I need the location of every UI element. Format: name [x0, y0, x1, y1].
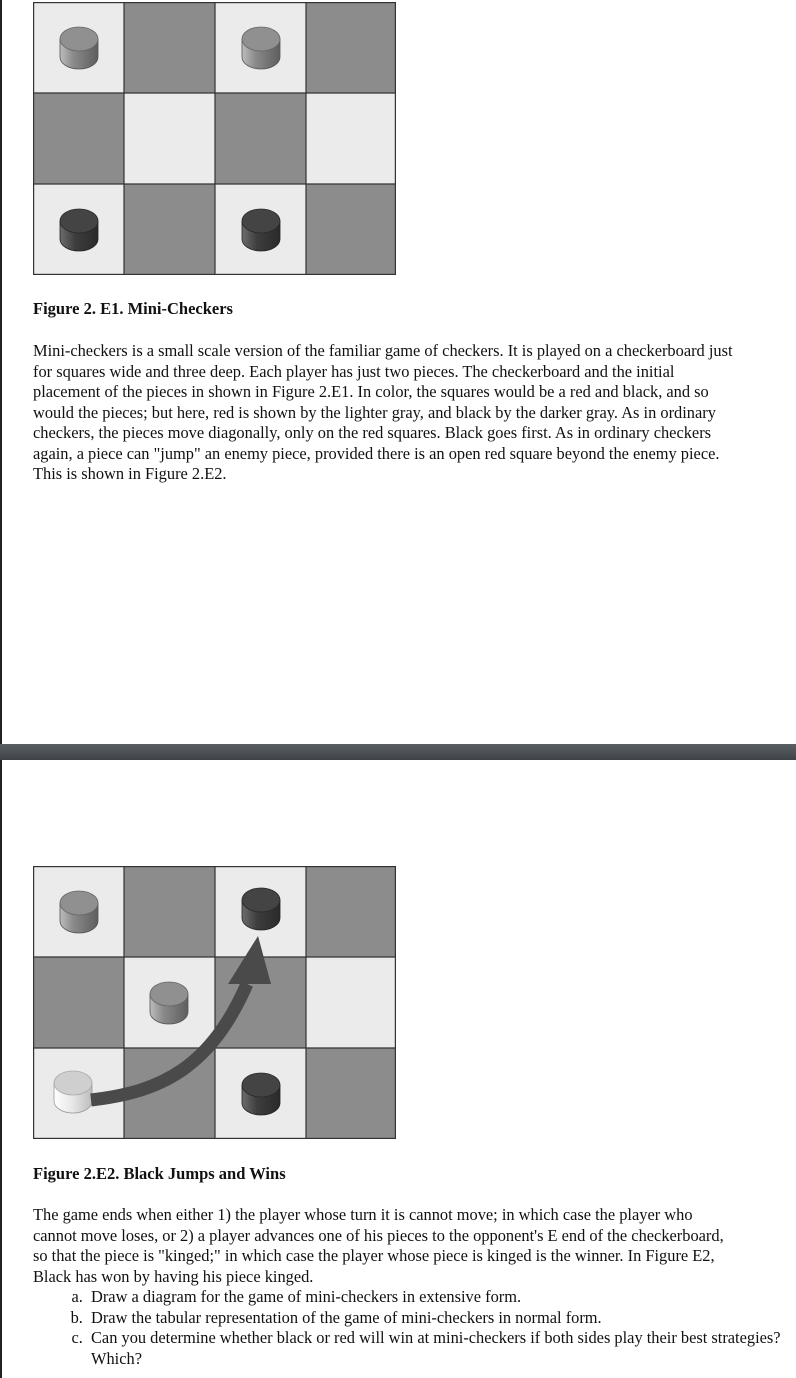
black-piece	[60, 209, 98, 251]
square	[124, 866, 215, 957]
figure-1-paragraph: Mini-checkers is a small scale version of the familiar game of checkers. It is played on a checkerboard just for squares wide and three deep. Each player has just two pieces. The checkerboard and the initial placement of the pieces in shown in Figure 2.E1. In color, the squares would be a red and black, and so would the pieces; but here, red is shown by the lighter gray, and black by the darker gray. As in ordinary checkers, the pieces move diagonally, only on the red squares. Black goes first. As in ordinary checkers again, a piece can "jump" an enemy piece, provided there is an open red square beyond the enemy piece. This is shown in Figure 2.E2.	[33, 341, 733, 483]
square	[306, 2, 396, 93]
red-piece	[60, 27, 98, 69]
square	[306, 866, 396, 957]
black-piece-origin	[54, 1071, 92, 1113]
square	[306, 957, 396, 1048]
question-c: c. Can you determine whether black or red will win at mini-checkers if both sides play their best strategies? Which?	[87, 1328, 796, 1369]
checkerboard-initial-svg	[33, 2, 396, 275]
square	[215, 93, 306, 184]
square	[306, 184, 396, 275]
figure-1-caption: Figure 2. E1. Mini-Checkers	[33, 299, 233, 318]
red-piece-jumped	[150, 982, 188, 1024]
checkerboard-jump-svg	[33, 866, 396, 1139]
square	[124, 2, 215, 93]
square	[306, 1048, 396, 1139]
checkerboard-jump	[33, 866, 396, 1139]
square	[33, 93, 124, 184]
black-piece	[242, 209, 280, 251]
page-separator	[0, 744, 796, 760]
square	[124, 93, 215, 184]
question-a: a. Draw a diagram for the game of mini-checkers in extensive form.	[87, 1287, 796, 1308]
figure-2-paragraph: The game ends when either 1) the player whose turn it is cannot move; in which case the player who cannot move loses, or 2) a player advances one of his pieces to the opponent's E end of the checkerboard, so that the piece is "kinged;" in which case the player whose piece is kinged is the winner. In Figure E2, Black has won by having his piece kinged.	[33, 1205, 724, 1286]
square	[306, 93, 396, 184]
red-piece	[60, 891, 98, 933]
exercise-questions	[33, 1287, 796, 1369]
square	[124, 184, 215, 275]
black-piece-kinged	[242, 888, 280, 930]
checkerboard-initial	[33, 2, 396, 275]
figure-2-caption: Figure 2.E2. Black Jumps and Wins	[33, 1164, 286, 1183]
black-piece	[242, 1073, 280, 1115]
question-b: b. Draw the tabular representation of the game of mini-checkers in normal form.	[87, 1308, 796, 1329]
red-piece	[242, 27, 280, 69]
square	[33, 957, 124, 1048]
